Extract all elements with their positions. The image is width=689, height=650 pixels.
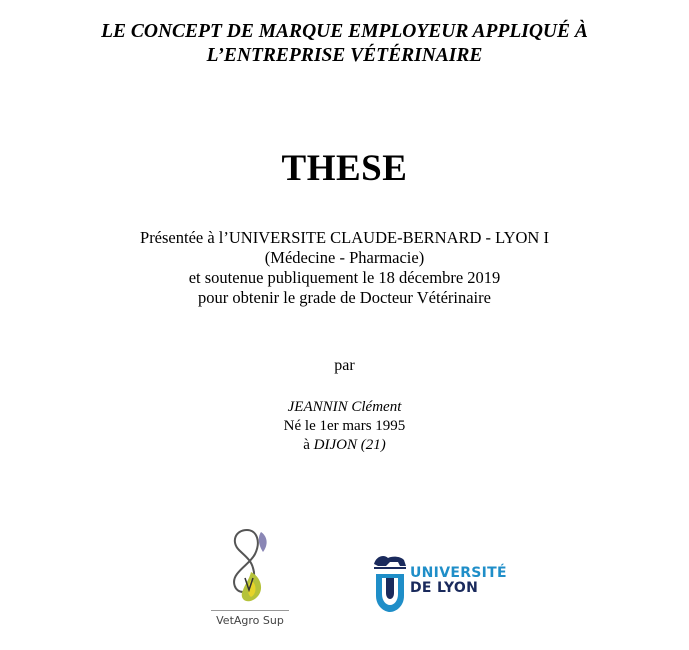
thesis-title	[0, 20, 689, 68]
thesis-title-line-1: LE CONCEPT DE MARQUE EMPLOYEUR APPLIQUÉ À	[101, 21, 588, 42]
author-birthplace	[0, 436, 689, 455]
presentation-block	[0, 228, 689, 308]
vetagro-logo-icon	[205, 522, 295, 610]
document-heading: THESE	[281, 148, 408, 189]
vetagro-sup-logo	[205, 522, 295, 632]
universite-de-lyon-logo	[370, 548, 510, 618]
presentation-line-1: Présentée à l’UNIVERSITE CLAUDE-BERNARD - LYON I	[140, 228, 549, 247]
presentation-line-3: et soutenue publiquement le 18 décembre 2019	[188, 268, 501, 287]
author-name: JEANNIN Clément	[287, 399, 402, 415]
universite-de-lyon-text	[410, 566, 507, 596]
thesis-title-line-2: L’ENTREPRISE VÉTÉRINAIRE	[206, 45, 483, 66]
author-block	[0, 398, 689, 455]
lyon-logo-line-2: DE LYON	[410, 580, 479, 596]
author-birth: Né le 1er mars 1995	[283, 418, 406, 434]
lyon-logo-line-1: UNIVERSITÉ	[410, 565, 507, 581]
lion-logo-icon	[370, 548, 410, 618]
presentation-line-2: (Médecine - Pharmacie)	[264, 248, 425, 267]
vetagro-divider	[211, 610, 289, 611]
vetagro-logo-text: VetAgro Sup	[216, 614, 284, 627]
birthplace-city: DIJON (21)	[313, 437, 386, 453]
par-label: par	[334, 357, 355, 374]
presentation-line-4: pour obtenir le grade de Docteur Vétérinaire	[198, 288, 491, 307]
birthplace-prefix: à	[303, 437, 314, 453]
